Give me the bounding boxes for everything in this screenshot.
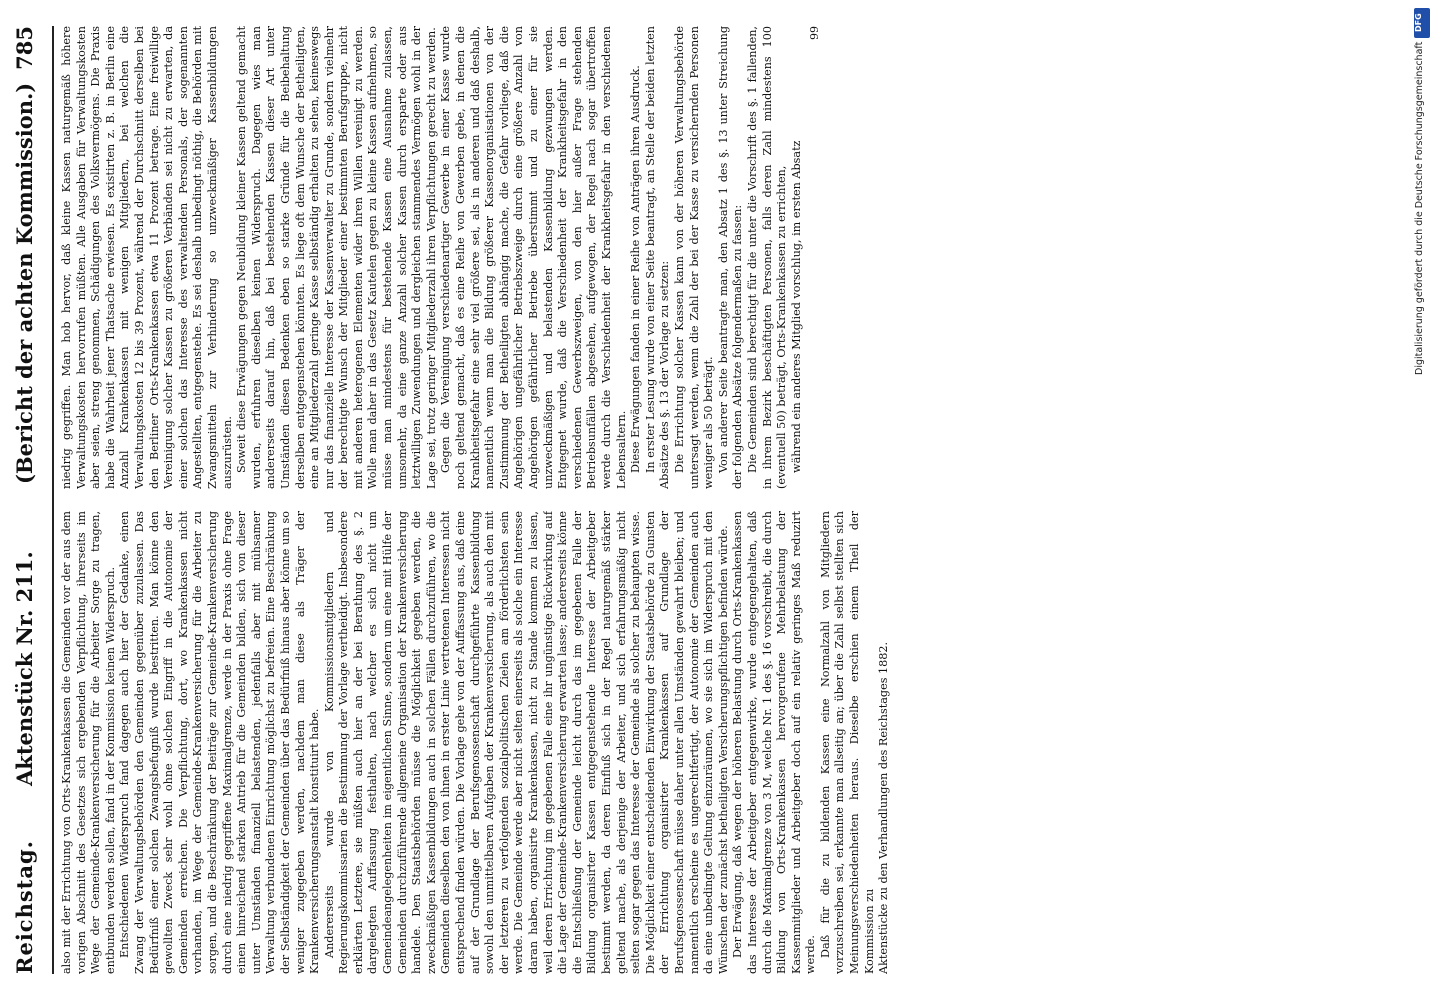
header-document: Aktenstück Nr. 211. [12,551,37,786]
paragraph: niedrig gegriffen. Man hob hervor, daß kleine Kassen naturgemäß höhere Verwaltungskosten hervorrufen müßten. Alle Ausgaben für Verwaltungskosten aber seien, streng genommen, Schädigungen des Volksvermögens. Die Praxis habe die Wahrheit jener Thatsache erwiesen. Es existirten z. B. in Berlin eine Anzahl Krankenkassen mit wenigen Mitgliedern, bei welchen die Verwaltungskosten 12 bis 39 Prozent, während der Durchschnitt derselben bei den Berliner Orts-Krankenkassen etwa 11 Prozent betrage. Eine freiwillige Vereinigung solcher Kassen zu größeren Verbänden sei nicht zu erwarten, da einer solchen das Interesse des verwaltenden Personals, der sogenannten Angestellten, entgegenstehe. Es sei deshalb unbedingt nöthig, die Behörden mit Zwangsmitteln zur Verhinderung so unzweckmäßiger Kassenbildungen auszurüsten. [60,26,234,489]
header-left: Reichstag. [12,840,37,974]
running-header [8,26,52,974]
paragraph: Daß für die zu bildenden Kassen eine Normalzahl von Mitgliedern vorzuschreiben sei, erkannte man allseitig an; über die Zahl selbst stellten sich Meinungsverschiedenheiten heraus. Dieselbe erschien einem Theil der Kommission zu [818,511,876,974]
paragraph: Andererseits wurde von Kommissionsmitgliedern und Regierungskommissarien die Bestimmung der Vorlage vertheidigt. Insbesondere erklärten Letztere, sie müßten auch hier an der bei Berathung des §. 2 dargelegten Auffassung festhalten, nach welcher es sich nicht um Gemeindeangelegenheiten im eigentlichen Sinne, sondern um eine mit Hülfe der Gemeinden durchzuführende allgemeine Organisation der Krankenversicherung handele. Den Staatsbehörden müsse die Möglichkeit gegeben werden, die zweckmäßigen Kassenbildungen auch in solchen Fällen durchzuführen, wo die Gemeinden dieselben den von ihnen in erster Linie vertretenen Interessen nicht entsprechend finden würden. Die Vorlage gehe von der Auffassung aus, daß eine auf der Grundlage der Berufsgenossenschaft durchgeführte Kassenbildung sowohl den unmittelbaren Aufgaben der Krankenversicherung, als auch den mit der letzteren zu verfolgenden sozialpolitischen Zielen am förderlichsten sein werde. Die Gemeinde werde aber nicht selten einerseits als solche ein Interesse daran haben, organisirte Krankenkassen, nicht zu Stande kommen zu lassen, weil deren Errichtung im gegebenen Falle eine ihr ungünstige Rückwirkung auf die Lage der Gemeinde-Krankenversicherung erwarten lasse; andererseits könne die Entschließung der Gemeinde leicht durch das im gegebenen Falle der Bildung organisirter Kassen entgegenstehende Interesse der Arbeitgeber bestimmt werden, da deren Einfluß sich in der Regel naturgemäß stärker geltend mache, als derjenige der Arbeiter, und sich erfahrungsmäßig nicht selten sogar gegen das Interesse der Gemeinde als solcher zu behaupten wisse. Die Möglichkeit einer entscheidenden Einwirkung der Staatsbehörde zu Gunsten der Errichtung organisirter Krankenkassen auf Grundlage der Berufsgenossenschaft müsse daher unter allen Umständen gewahrt bleiben; und namentlich erscheine es ungerechtfertigt, der Autonomie der Gemeinden auch da eine unbedingte Geltung einzuräumen, wo sie sich im Widerspruch mit den Wünschen der zunächst betheiligten Versicherungspflichtigen befinden würde. [322,511,730,974]
paragraph: Soweit diese Erwägungen gegen Neubildung kleiner Kassen geltend gemacht wurden, erfuhren dieselben keinen Widerspruch. Dagegen wies man andererseits darauf hin, daß bei bestehenden Kassen dieser Art unter Umständen diesen Bedenken eben so starke Gründe für die Beibehaltung derselben entgegenstehen könnten. Es liege oft dem Wunsche der Betheiligten, eine an Mitgliederzahl geringe Kasse selbständig erhalten zu sehen, keineswegs nur das finanzielle Interesse der Kassenverwalter zu Grunde, sondern vielmehr der berechtigte Wunsch der Mitglieder einer bestimmten Berufsgruppe, nicht mit anderen heterogenen Elementen wider ihren Willen vereinigt zu werden. Wolle man daher in das Gesetz Kautelen gegen zu kleine Kassen aufnehmen, so müsse man mindestens für bestehende Kassen eine Ausnahme zulassen, umsomehr, da eine ganze Anzahl solcher Kassen durch ersparte oder aus letztwilligen Zuwendungen und dergleichen stammendes Vermögen wohl in der Lage sei, trotz geringer Mitgliederzahl ihren Verpflichtungen gerecht zu werden. [235,26,438,489]
paragraph: Gegen die Vereinigung verschiedenartiger Gewerbe in einer Kasse wurde noch geltend gemacht, daß es eine Reihe von Gewerben gebe, in denen die Krankheitsgefahr eine sehr viel größere sei, als in anderen und daß deshalb, namentlich wenn man die Bildung größerer Kassenorganisationen von der Zustimmung der Betheiligten abhängig mache, die Gefahr vorliege, daß die Angehörigen ungefährlicher Betriebszweige durch eine größere Anzahl von Angehörigen gefährlicher Betriebe überstimmt und zu einer für sie unzweckmäßigen und belastenden Kassenbildung gezwungen werden. Entgegnet wurde, daß die Verschiedenheit der Krankheitsgefahr in den verschiedenen Gewerbszweigen, von den hier außer Frage stehenden Betriebsunfällen abgesehen, aufgewogen, der Regel nach sogar übertroffen werde durch die Verschiedenheit der Krankheitsgefahr in den verschiedenen Lebensaltern. [439,26,628,489]
column-right [60,26,1406,489]
paragraph: Die Errichtung solcher Kassen kann von der höheren Verwaltungsbehörde untersagt werden, wenn die Zahl der bei der Kasse zu versichernden Personen weniger als 50 beträgt. [672,26,716,489]
paragraph: also mit der Errichtung von Orts-Krankenkassen die Gemeinden vor der aus dem vorigen Abschnitt des Gesetzes sich ergebenden Verpflichtung, ihrerseits im Wege der Gemeinde-Krankenversicherung für die Arbeiter Sorge zu tragen, entbunden werden sollen, fand in der Kommission keinen Widerspruch. [60,511,117,974]
footnote: Aktenstücke zu den Verhandlungen des Reichstages 1882. [877,641,891,974]
paragraph: Die Gemeinden sind berechtigt für die unter die Vorschrift des §. 1 fallenden, in ihrem Bezirk beschäftigten Personen, falls deren Zahl mindestens 100 (eventuell 50) beträgt, Orts-Krankenkassen zu errichten, [745,26,789,489]
paragraph: Der Erwägung, daß wegen der höheren Belastung durch Orts-Krankenkassen das Interesse der Arbeitgeber entgegenwirke, wurde entgegengehalten, daß durch die Maximalgrenze von 3 M, welche Nr. 1 des §. 16 vorschreibt, die durch Bildung von Orts-Krankenkassen hervorgerufene Mehrbelastung der Kassenmitglieder und Arbeitgeber doch auf ein relativ geringes Maß reduzirt werde. [731,511,818,974]
paragraph: Von anderer Seite beantragte man, den Absatz 1 des §. 13 unter Streichung der folgenden Absätze folgendermaßen zu fassen: [716,26,745,489]
header-center: (Bericht der achten Kommission.) [12,82,37,484]
page-number: 785 [12,26,37,70]
header-rule [52,26,54,974]
paragraph: Diese Erwägungen fanden in einer Reihe von Anträgen ihren Ausdruck. [629,65,643,473]
paragraph: Entschiedenen Widerspruch fand dagegen auch hier der Gedanke, einen Zwang der Verwaltungsbehörden den Gemeinden gegenüber zuzulassen. Das Bedürfniß einer solchen Zwangsbefugniß wurde bestritten. Man könne den gewollten Zweck sehr wohl ohne solchen Eingriff in die Autonomie der Gemeinden erreichen. Die Verpflichtung, dort, wo Krankenkassen nicht vorhanden, im Wege der Gemeinde-Krankenversicherung für die Arbeiter zu sorgen, und die Beschränkung der Beiträge zur Gemeinde-Krankenversicherung durch eine niedrig gegriffene Maximalgrenze, werde in der Praxis ohne Frage einen hinreichend starken Antrieb für die Gemeinden bilden, sich von dieser unter Umständen finanziell belastenden, jedenfalls aber mit mühsamer Verwaltung verbundenen Einrichtung möglichst zu befreien. Eine Beschränkung der Selbständigkeit der Gemeinden über das Bedürfniß hinaus aber könne um so weniger zugegeben werden, nachdem man diese als Träger der Krankenversicherungsanstalt konstituirt habe. [118,511,322,974]
text-columns [60,26,1406,974]
paragraph: während ein anderes Mitglied vorschlug, im ersten Absatz [789,140,803,473]
signature-number: 99 [808,26,822,40]
digitization-note: Digitalisierung gefördert durch die Deutsche Forschungsgemeinschaft [1414,42,1425,376]
column-left [60,511,1406,974]
dfg-logo: DFG [1414,8,1430,38]
paragraph: In erster Lesung wurde von einer Seite beantragt, an Stelle der beiden letzten Absätze des §. 13 der Vorlage zu setzen: [643,26,672,489]
